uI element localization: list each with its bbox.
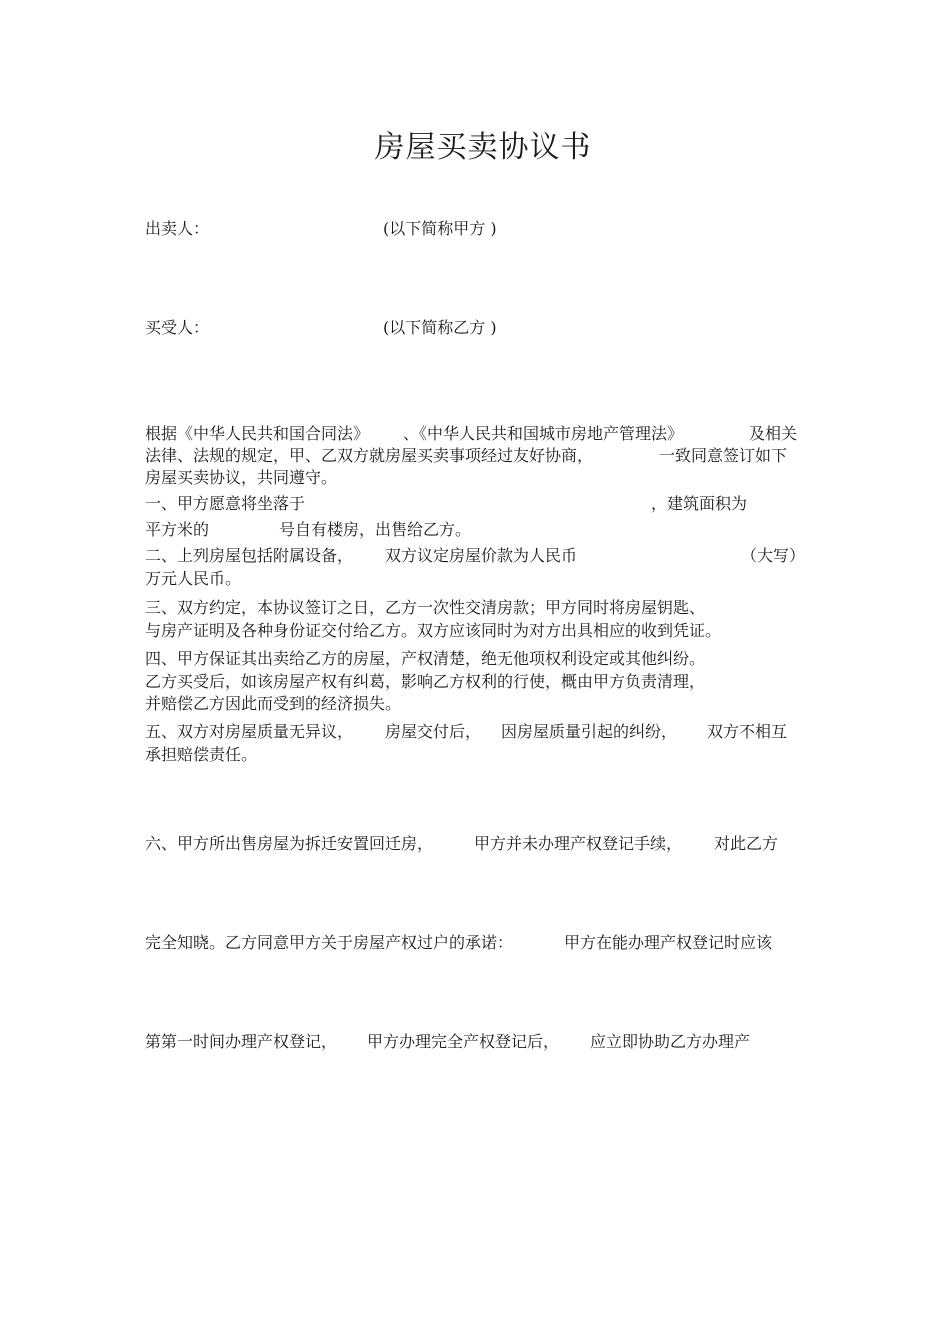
preamble-line1a: 根据《中华人民共和国合同法》 <box>145 424 370 443</box>
preamble-line1b: 、《中华人民共和国城市房地产管理法》 <box>403 424 684 443</box>
clause5-line1c: 因房屋质量引起的纠纷， <box>501 722 678 741</box>
clause6-line2a: 完全知晓。乙方同意甲方关于房屋产权过户的承诺： <box>145 933 514 952</box>
clause6-line2b: 甲方在能办理产权登记时应该 <box>564 933 773 952</box>
clause4-line1: 四、甲方保证其出卖给乙方的房屋，产权清楚，绝无他项权利设定或其他纠纷。 <box>145 649 706 668</box>
clause2-line1a: 二、上列房屋包括附属设备， <box>145 546 354 565</box>
clause1-line1a: 一、甲方愿意将坐落于 <box>145 494 306 513</box>
clause2-line1b: 双方议定房屋价款为人民币 <box>385 546 578 565</box>
clause2-line2: 万元人民币。 <box>145 569 242 588</box>
clause1-line2b: 号自有楼房，出售给乙方。 <box>279 520 472 539</box>
clause1-line2a: 平方米的 <box>145 520 210 539</box>
document-title: 房屋买卖协议书 <box>374 130 592 165</box>
clause3-line1: 三、双方约定，本协议签订之日，乙方一次性交清房款；甲方同时将房屋钥匙、 <box>145 598 706 617</box>
clause6-line1b: 甲方并未办理产权登记手续， <box>474 834 683 853</box>
seller-alias: (以下简称甲方 ) <box>383 219 497 238</box>
seller-label: 出卖人： <box>145 219 210 238</box>
clause6-line1c: 对此乙方 <box>714 834 779 853</box>
clause5-line1d: 双方不相互 <box>707 722 788 741</box>
clause4-line3: 并赔偿乙方因此而受到的经济损失。 <box>145 694 402 713</box>
clause6-line1a: 六、甲方所出售房屋为拆迁安置回迁房， <box>145 834 434 853</box>
preamble-line2a: 法律、法规的规定，甲、乙双方就房屋买卖事项经过友好协商， <box>145 446 594 465</box>
clause6-line3c: 应立即协助乙方办理产 <box>590 1032 751 1051</box>
buyer-label: 买受人： <box>145 318 210 337</box>
clause6-line3a: 第第一时间办理产权登记， <box>145 1032 338 1051</box>
clause3-line2: 与房产证明及各种身份证交付给乙方。双方应该同时为对方出具相应的收到凭证。 <box>145 621 722 640</box>
buyer-alias: (以下简称乙方 ) <box>383 318 497 337</box>
preamble-line2b: 一致同意签订如下 <box>659 446 788 465</box>
preamble-line3: 房屋买卖协议，共同遵守。 <box>145 468 338 487</box>
clause2-line1c: （大写） <box>741 546 806 565</box>
clause5-line1b: 房屋交付后， <box>385 722 482 741</box>
clause6-line3b: 甲方办理完全产权登记后， <box>367 1032 560 1051</box>
clause5-line1a: 五、双方对房屋质量无异议， <box>145 722 354 741</box>
clause1-line1b: ，建筑面积为 <box>651 494 748 513</box>
clause5-line2: 承担赔偿责任。 <box>145 745 258 764</box>
clause4-line2: 乙方买受后，如该房屋产权有纠葛，影响乙方权利的行使，概由甲方负责清理， <box>145 672 706 691</box>
preamble-line1c: 及相关 <box>749 424 798 443</box>
